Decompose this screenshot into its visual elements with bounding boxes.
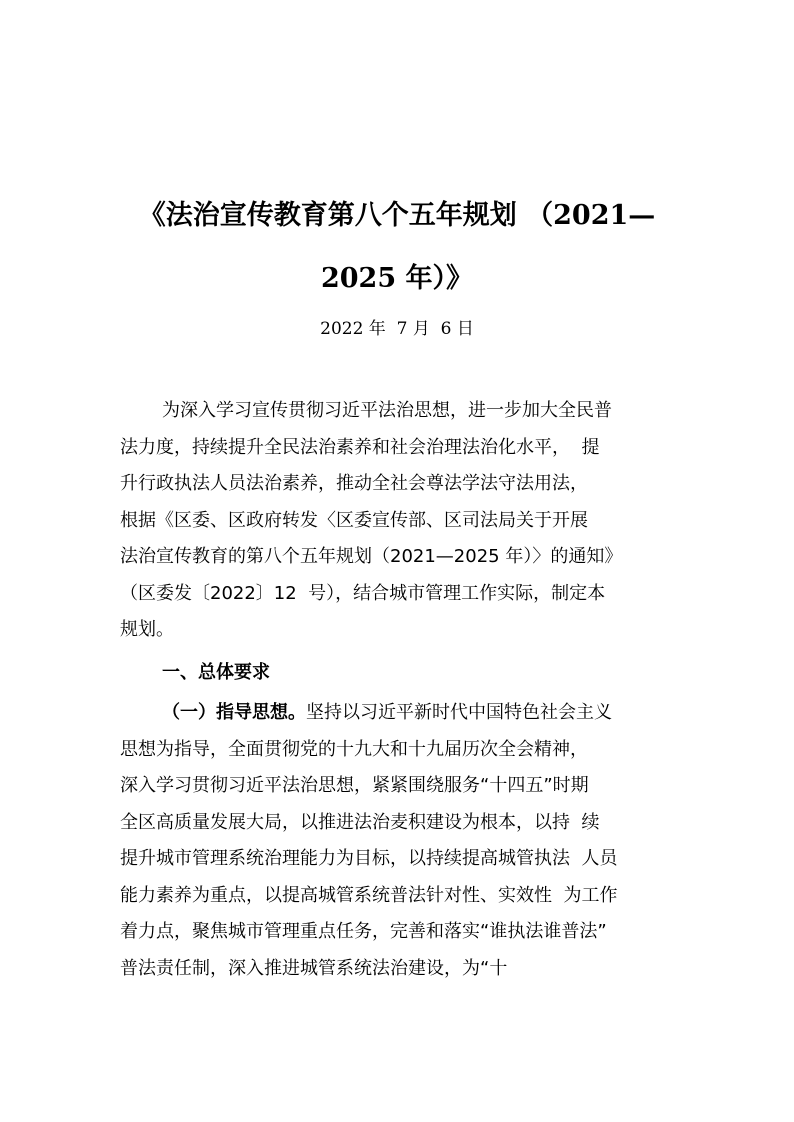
subsection-first-line: [162, 701, 612, 725]
body-line: 着力点，聚焦城市管理重点任务，完善和落实“谁执法谁普法”: [120, 921, 607, 942]
intro-line: 法力度，持续提升全民法治素养和社会治理法治化水平， 提: [120, 437, 600, 458]
intro-line: 为深入学习宣传贯彻习近平法治思想，进一步加大全民普: [162, 400, 612, 421]
intro-line: 规划。: [120, 619, 174, 640]
subsection-heading: （一）指导思想。: [162, 702, 306, 723]
document-date: 2022 年 7 月 6 日: [320, 319, 474, 339]
document-title-line-2: 2025 年）》: [320, 263, 474, 294]
body-line: 全区高质量发展大局，以推进法治麦积建设为根本，以持 续: [120, 812, 600, 833]
body-line: 深入学习贯彻习近平法治思想，紧紧围绕服务“十四五”时期: [120, 775, 589, 796]
intro-line: （区委发〔2022〕12 号），结合城市管理工作实际，制定本: [120, 583, 606, 604]
intro-line: 法治宣传教育的第八个五年规划（2021—2025 年）〉的通知》: [120, 546, 623, 567]
body-line: 普法责任制，深入推进城管系统法治建设，为“十: [120, 958, 508, 979]
intro-line: 升行政执法人员法治素养，推动全社会尊法学法守法用法，: [120, 473, 588, 494]
section-heading: 一、总体要求: [162, 662, 270, 683]
subsection-text: 坚持以习近平新时代中国特色社会主义: [306, 702, 612, 723]
body-line: 提升城市管理系统治理能力为目标，以持续提高城管执法 人员: [120, 848, 618, 869]
body-line: 思想为指导，全面贯彻党的十九大和十九届历次全会精神，: [120, 739, 588, 760]
document-title-line-1: 《法治宣传教育第八个五年规划 （2021—: [138, 200, 656, 231]
body-line: 能力素养为重点，以提高城管系统普法针对性、实效性 为工作: [120, 885, 618, 906]
intro-line: 根据《区委、区政府转发〈区委宣传部、区司法局关于开展: [120, 510, 588, 531]
